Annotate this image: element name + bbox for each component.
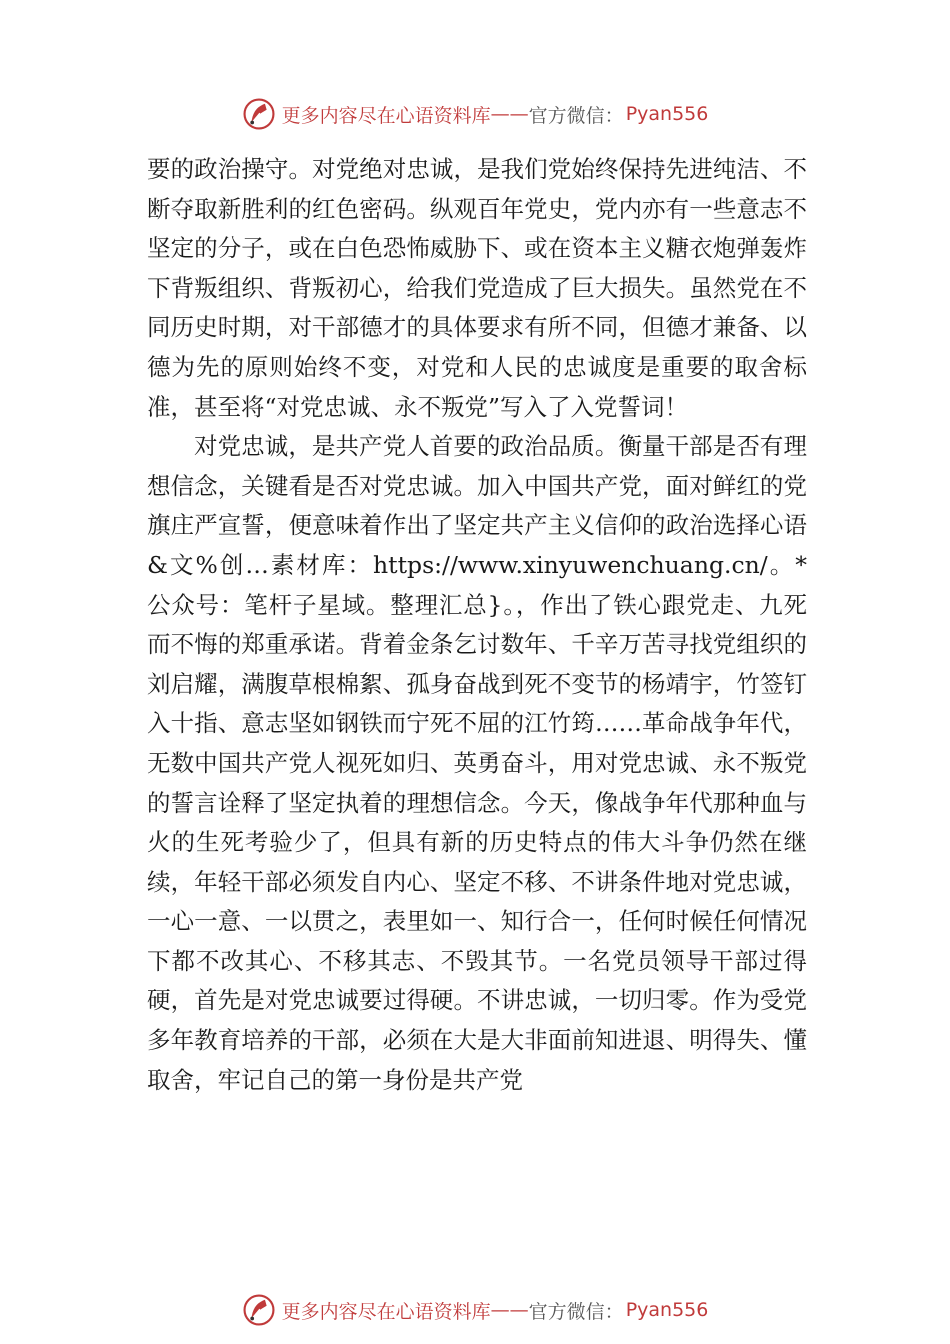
banner-wechat-id: Pyan556 [625, 103, 709, 125]
footer-banner [0, 1290, 950, 1330]
feather-pen-logo-icon [242, 1293, 276, 1327]
body-paragraph-2: 对党忠诚，是共产党人首要的政治品质。衡量干部是否有理想信念，关键看是否对党忠诚。加入中国共产党，面对鲜红的党旗庄严宣誓，便意味着作出了坚定共产主义信仰的政治选择心语&文%创…素材库：https://www.xinyuwenchuang.cn/。*公众号：笔杆子星域。整理汇总}。，作出了铁心跟党走、九死而不悔的郑重承诺。背着金条乞讨数年、千辛万苦寻找党组织的刘启耀，满腹草根棉絮、孤身奋战到死不变节的杨靖宇，竹签钉入十指、意志坚如钢铁而宁死不屈的江竹筠……革命战争年代，无数中国共产党人视死如归、英勇奋斗，用对党忠诚、永不叛党的誓言诠释了坚定执着的理想信念。今天，像战争年代那种血与火的生死考验少了，但具有新的历史特点的伟大斗争仍然在继续，年轻干部必须发自内心、坚定不移、不讲条件地对党忠诚，一心一意、一以贯之，表里如一、知行合一，任何时候任何情况下都不改其心、不移其志、不毁其节。一名党员领导干部过得硬，首先是对党忠诚要过得硬。不讲忠诚，一切归零。作为受党多年教育培养的干部，必须在大是大非面前知进退、明得失、懂取舍，牢记自己的第一身份是共产党 [147, 432, 807, 1094]
banner-wechat-label: 官方微信： [528, 1300, 624, 1323]
body-paragraph-1: 要的政治操守。对党绝对忠诚，是我们党始终保持先进纯洁、不断夺取新胜利的红色密码。纵观百年党史，党内亦有一些意志不坚定的分子，或在白色恐怖威胁下、或在资本主义糖衣炮弹轰炸下背叛组织、背叛初心，给我们党造成了巨大损失。虽然党在不同历史时期，对干部德才的具体要求有所不同，但德才兼备、以德为先的原则始终不变，对党和人民的忠诚度是重要的取舍标准，甚至将“对党忠诚、永不叛党”写入了入党誓词！ [147, 155, 807, 421]
header-banner [0, 94, 950, 134]
banner-separator: —— [490, 103, 529, 125]
document-body [147, 150, 807, 1100]
banner-wechat-id: Pyan556 [625, 1299, 709, 1321]
banner-brand-text: 更多内容尽在心语资料库 [281, 1300, 491, 1323]
banner-separator: —— [490, 1299, 529, 1321]
banner-brand-text: 更多内容尽在心语资料库 [281, 104, 491, 127]
feather-pen-logo-icon [242, 97, 276, 131]
banner-wechat-label: 官方微信： [528, 104, 624, 127]
